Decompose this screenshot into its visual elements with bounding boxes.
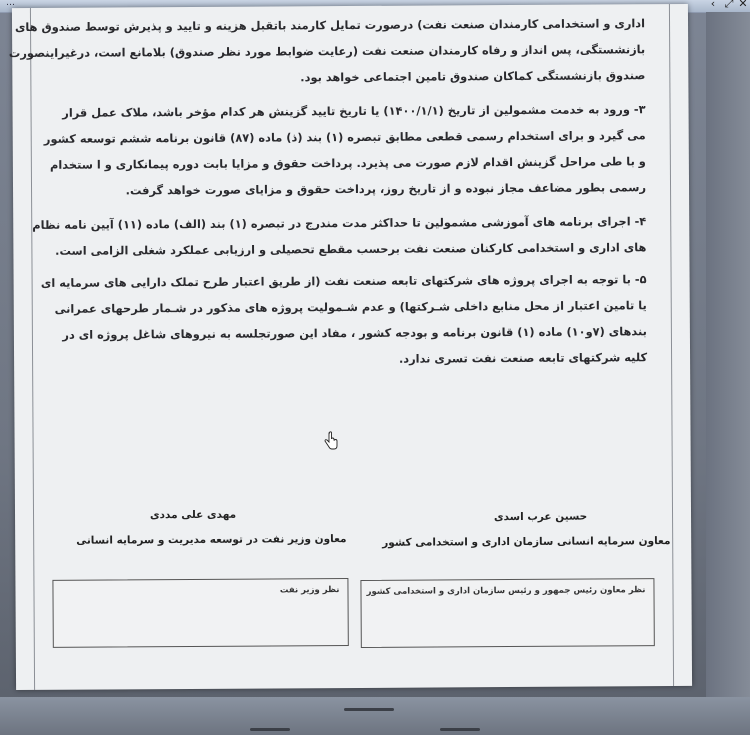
doc-line: کلیه شرکتهای تابعه صنعت نفت تسری ندارد. <box>398 350 648 366</box>
left-signatory-title: معاون وزیر نفت در توسعه مدیریت و سرمایه انسانی <box>76 533 347 547</box>
oil-minister-opinion-label: نظر وزیر نفت <box>279 585 340 596</box>
doc-line: و با طی مراحل گزینش اقدام لازم صورت می پذیرد. پرداخت حقوق و مزایا بابت دوره پیمانکاری و ا ستخدام <box>49 154 646 172</box>
doc-line: ۴- اجرای برنامه های آموزشی مشمولین تا حداکثر مدت مندرج در تبصره (۱) بند (الف) ماده (۱۱) آیین نامه نظام <box>32 214 647 232</box>
doc-line: صندوق بازنشستگی کماکان صندوق تامین اجتماعی خواهد بود. <box>300 68 646 85</box>
oil-minister-opinion-box <box>52 578 348 648</box>
window-title: … <box>6 0 15 8</box>
right-signatory-name: حسین عرب اسدی <box>494 510 588 524</box>
taskbar-strip <box>0 697 750 735</box>
back-icon[interactable]: ‹ <box>710 0 716 10</box>
vice-president-opinion-label: نظر معاون رئیس جمهور و رئیس سازمان اداری و استخدامی کشور <box>366 585 646 597</box>
doc-line: می گیرد و برای استخدام رسمی قطعی مطابق تبصره (۱) بند (ذ) ماده (۸۷) قانون برنامه ششم توسعه کشور <box>43 128 646 146</box>
doc-line: یا تامین اعتبار از محل منابع داخلی شـرکتها) و عدم شـمولیت پروژه های مذکور در شـمار طرحهای عمرانی <box>54 298 647 316</box>
close-icon[interactable]: ✕ <box>738 0 748 10</box>
document-body <box>8 4 674 690</box>
page-indicator <box>440 728 480 731</box>
doc-line: رسمی بطور مضاعف مجاز نبوده و از تاریخ روز، پرداخت حقوق و مزایای صورت خواهد گرفت. <box>125 180 647 198</box>
page-indicator <box>344 708 394 711</box>
expand-icon[interactable]: ⤢ <box>724 0 734 10</box>
doc-line: ۳- ورود به خدمت مشمولین از تاریخ (۱۴۰۰/۱/۱) یا تاریخ تایید گزینش هر کدام مؤخر باشد، ملاک عمل قرار <box>62 102 646 120</box>
hand-pointer-icon <box>324 432 338 450</box>
left-signatory-name: مهدی علی مددی <box>149 508 237 522</box>
vertical-scrollbar[interactable] <box>706 12 750 712</box>
doc-line: بازنشستگی، پس انداز و رفاه کارمندان صنعت نفت (رعایت ضوابط مورد نظر صندوق) بلامانع است، درغیراینصورت <box>8 42 646 61</box>
doc-line: های اداری و استخدامی کارکنان صنعت نفت برحسب مقطع تحصیلی و ارزیابی عملکرد شغلی الزامی است. <box>55 240 647 258</box>
doc-line: ۵- با توجه به اجرای پروژه های شرکتهای تابعه صنعت نفت (از طریق اعتبار طرح تملک دارایی های سرمایه ای <box>40 272 647 290</box>
vice-president-opinion-box <box>360 578 654 648</box>
document-page <box>8 4 692 690</box>
right-signatory-title: معاون سرمایه انسانی سازمان اداری و استخدامی کشور <box>382 535 671 549</box>
page-indicator <box>250 728 290 731</box>
doc-line: بندهای (۷و۱۰) ماده (۱) قانون برنامه و بودجه کشور ، مفاد این صورتجلسه به نیروهای شاغل پروژه ای در <box>62 324 647 342</box>
doc-line: اداری و استخدامی کارمندان صنعت نفت) درصورت تمایل کارمند باتقبل هزینه و تایید و پذیرش توسط صندوق های <box>14 16 646 35</box>
